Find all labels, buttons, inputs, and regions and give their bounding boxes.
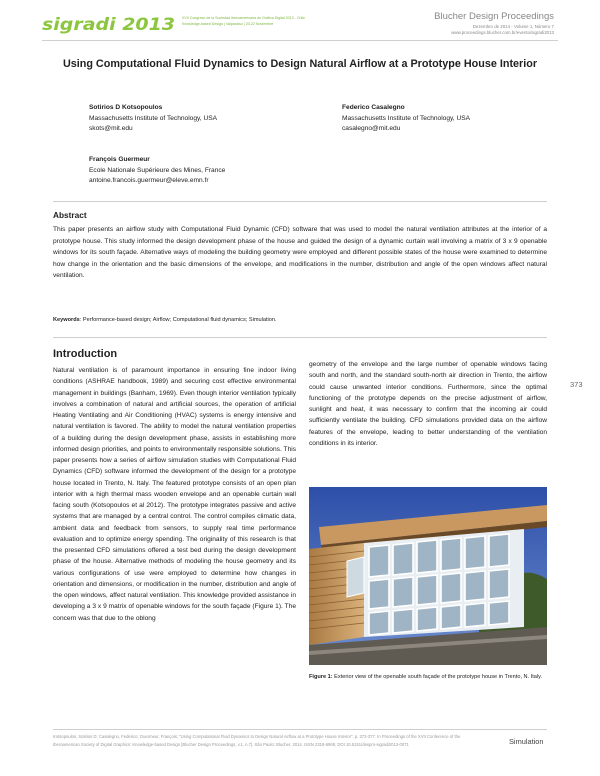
intro-heading: Introduction <box>53 348 118 360</box>
page-number: 373 <box>570 380 583 389</box>
author-affiliation: Massachusetts Institute of Technology, USA <box>89 114 218 122</box>
abstract-heading: Abstract <box>53 210 87 220</box>
keywords-list: : Performance-based design; Airflow; Computational fluid dynamics; Simulation. <box>79 317 277 323</box>
author-block-3 <box>89 155 225 187</box>
abstract-text: This paper presents an airflow study with Computational Fluid Dynamic (CFD) software that was used to model the natural ventilation attributes at the interior of a prototype house. This study informed the design development phase of the house and guided the design of a dynamic curtain wall involving a matrix of 3 x 9 openable windows for its south façade. Alternative ways of modeling the building geometry were employed and different possible states of the house were examined to determine how change in the orientation and the basic dimensions of the envelope, and modifications in the number, distribution and angle of the open windows affect natural ventilation. <box>53 226 547 279</box>
intro-right-column: geometry of the envelope and the large number of openable windows facing south and north, and the standard south-north air direction in Trento, the airflow could cause unwanted interior conditions. Furthermore, since the optimal functioning of the prototype depends on the precise adjustment of airflow, sunlight and heat, it was necessary to confirm that the incoming air could sufficiently ventilate the building. CFD simulations provided data on the airflow features of the envelope, leading to better understanding of the ventilation conditions in its interior. <box>309 361 547 447</box>
author-name: Sotirios D Kotsopoulos <box>89 104 163 111</box>
keywords <box>53 317 547 323</box>
abstract-divider <box>53 201 547 202</box>
figure-label: Figure 1: <box>309 674 333 680</box>
author-name: Federico Casalegno <box>342 104 405 111</box>
paper-title: Using Computational Fluid Dynamics to Design Natural Airflow at a Prototype House Interior <box>62 58 538 70</box>
figure-caption-text: Exterior view of the openable south façade of the prototype house in Trento, N. Italy. <box>332 674 543 680</box>
intro-left-column: Natural ventilation is of paramount importance in ensuring fine indoor living conditions (ASHRAE handbook, 1989) and securing cost effective environmental management in buildings (Banham, 1969). Even though interior ventilation typically involves a combination of natural and artificial sources, the operation of artificial Heating Ventilating and Air Conditioning (HVAC) systems is energy intensive and natural ventilation is favored. The ability to model the natural ventilation properties of a building during the design development phase, assists in establishing more informed design priorities, and points to environmentally responsible solutions. This paper presents how a series of airflow simulation studies with Computational Fluid Dynamics (CFD) software informed the development of the design for a prototype house located in Trento, N. Italy. The featured prototype consists of an open plan interior with a high thermal mass wooden envelope and an openable curtain wall facing south (Kotsopoulos et al 2012). The prototype integrates passive and active systems that are managed by a central control. The control compiles climatic data, ambient data and feedback from sensors, to supply real time performance evaluation and to optimize energy spending. The originality of this research is that the presented CFD simulations offered a test bed during the design development phase of the house. Alternative methods of modeling the house geometry and its various configurations of use were employed to determine how changes in orientation and dimensions, or modification in the number, distribution and angle of the open windows, affect natural ventilation. This knowledge provided assistance in developing a 3 x 9 matrix of openable windows for the south façade (Figure 1). The concern was that due to the oblong <box>53 367 296 622</box>
author-affiliation: Massachusetts Institute of Technology, USA <box>342 114 471 122</box>
footer-divider <box>53 729 547 730</box>
author-block-1 <box>89 103 217 135</box>
keywords-label: Keywords <box>53 317 80 323</box>
author-block-2 <box>342 103 470 135</box>
author-email: skots@mit.edu <box>89 125 133 132</box>
publication-title: Blucher Design Proceedings <box>434 11 554 22</box>
author-email: antoine.francois.guermeur@eleve.emn.fr <box>89 177 209 184</box>
conference-line-1: XVII Congreso de la Sociedad Iberoamericana de Gráfica Digital 2013 - Chile <box>182 16 306 20</box>
publication-info-2: www.proceedings.blucher.com.br/evento/sigradi2013 <box>451 30 554 35</box>
footer-section-label: Simulation <box>509 737 544 746</box>
sigradi-logo <box>42 13 177 35</box>
publication-info-1: Dezembro de 2014 - Volume 1, Número 7 <box>472 24 554 29</box>
author-affiliation: Ecole Nationale Supérieure des Mines, France <box>89 166 226 174</box>
intro-divider <box>53 337 547 338</box>
header-divider <box>42 40 558 41</box>
logo-text: sigradi 2013 <box>42 15 175 35</box>
author-name: François Guermeur <box>89 156 150 163</box>
figure-1-photo <box>309 487 547 665</box>
conference-line-2: Knowledge-based Design | Valparaíso | 20-22 Noviembre <box>182 22 274 26</box>
author-email: casalegno@mit.edu <box>342 125 401 132</box>
footer-citation: Kotsopoulos, Sotirios D; Casalegno, Federico; Guermeur, François; "Using Computational Fluid Dynamics to Design Natural Airflow at a Prototype House Interior", p. 373-377. In Proceedings of the XVII Conference of the Iberoamerican Society of Digital Graphics: Knowledge-based Design [Blucher Design Proceedings, v.1, n.7]. São Paulo: Blucher, 2014. ISSN 2318-6968, DOI 10.5151/despro-sigradi2013-0071 <box>53 734 461 747</box>
figure-1-caption <box>309 673 547 682</box>
